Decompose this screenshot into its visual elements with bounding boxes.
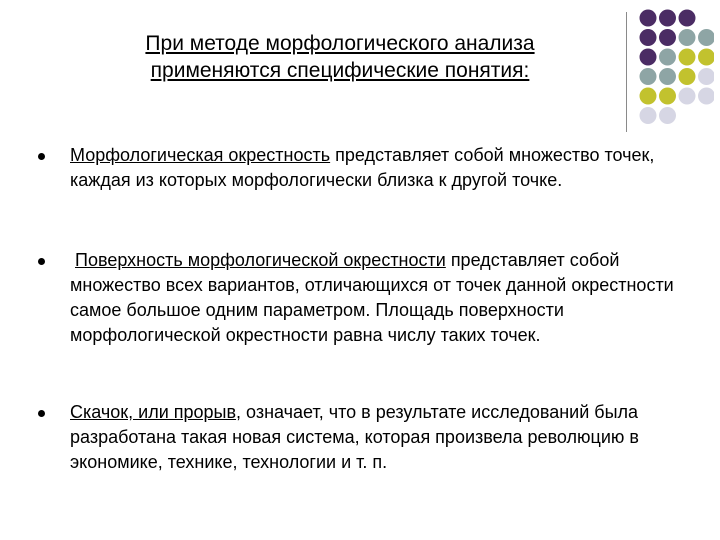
slide-title <box>70 30 610 84</box>
bullet-dot-icon <box>38 153 45 160</box>
bullet-term: Скачок, или прорыв <box>70 402 237 422</box>
title-line-2: применяются специфические понятия: <box>150 59 530 82</box>
decorative-dot-teal <box>640 68 657 85</box>
decorative-dot-purple <box>659 10 676 27</box>
bullet-dot-icon <box>38 410 45 417</box>
decorative-dot-lavender <box>698 68 714 85</box>
decorative-dot-teal <box>679 29 696 46</box>
bullet-term: Поверхность морфологической окрестности <box>75 250 446 270</box>
decorative-dot-purple <box>659 29 676 46</box>
decorative-dot-olive <box>679 49 696 66</box>
bullet-description: , означает, что в результате исследований была разработана такая новая система, которая произвела революцию в экономике, технике, технологии и т. п. <box>70 402 639 472</box>
decorative-dot-grid <box>638 8 714 140</box>
bullet-text <box>70 400 690 475</box>
bullet-text <box>70 248 690 348</box>
decorative-dot-lavender <box>698 88 714 105</box>
decorative-dot-teal <box>659 49 676 66</box>
bullet-description: представляет собой множество всех вариантов, отличающихся от точек данной окрестности самое большое одним параметром. Площадь поверхности морфологической окрестности равна числу таких точек. <box>70 250 674 345</box>
title-line-1: При методе морфологического анализа <box>145 32 535 55</box>
bullet-term: Морфологическая окрестность <box>70 145 331 165</box>
bullet-description: представляет собой множество точек, каждая из которых морфологически близка к другой точке. <box>70 145 655 190</box>
decorative-dot-lavender <box>659 107 676 124</box>
decorative-dot-lavender <box>640 107 657 124</box>
decorative-dot-teal <box>698 29 714 46</box>
decorative-dot-purple <box>679 10 696 27</box>
bullet-text <box>70 143 690 193</box>
vertical-divider <box>626 12 627 132</box>
decorative-dot-teal <box>659 68 676 85</box>
decorative-dot-olive <box>659 88 676 105</box>
bullet-dot-icon <box>38 258 45 265</box>
decorative-dot-purple <box>640 29 657 46</box>
decorative-dot-purple <box>640 10 657 27</box>
decorative-dot-olive <box>679 68 696 85</box>
decorative-dot-olive <box>640 88 657 105</box>
decorative-dot-lavender <box>679 88 696 105</box>
decorative-dot-purple <box>640 49 657 66</box>
decorative-dot-olive <box>698 49 714 66</box>
